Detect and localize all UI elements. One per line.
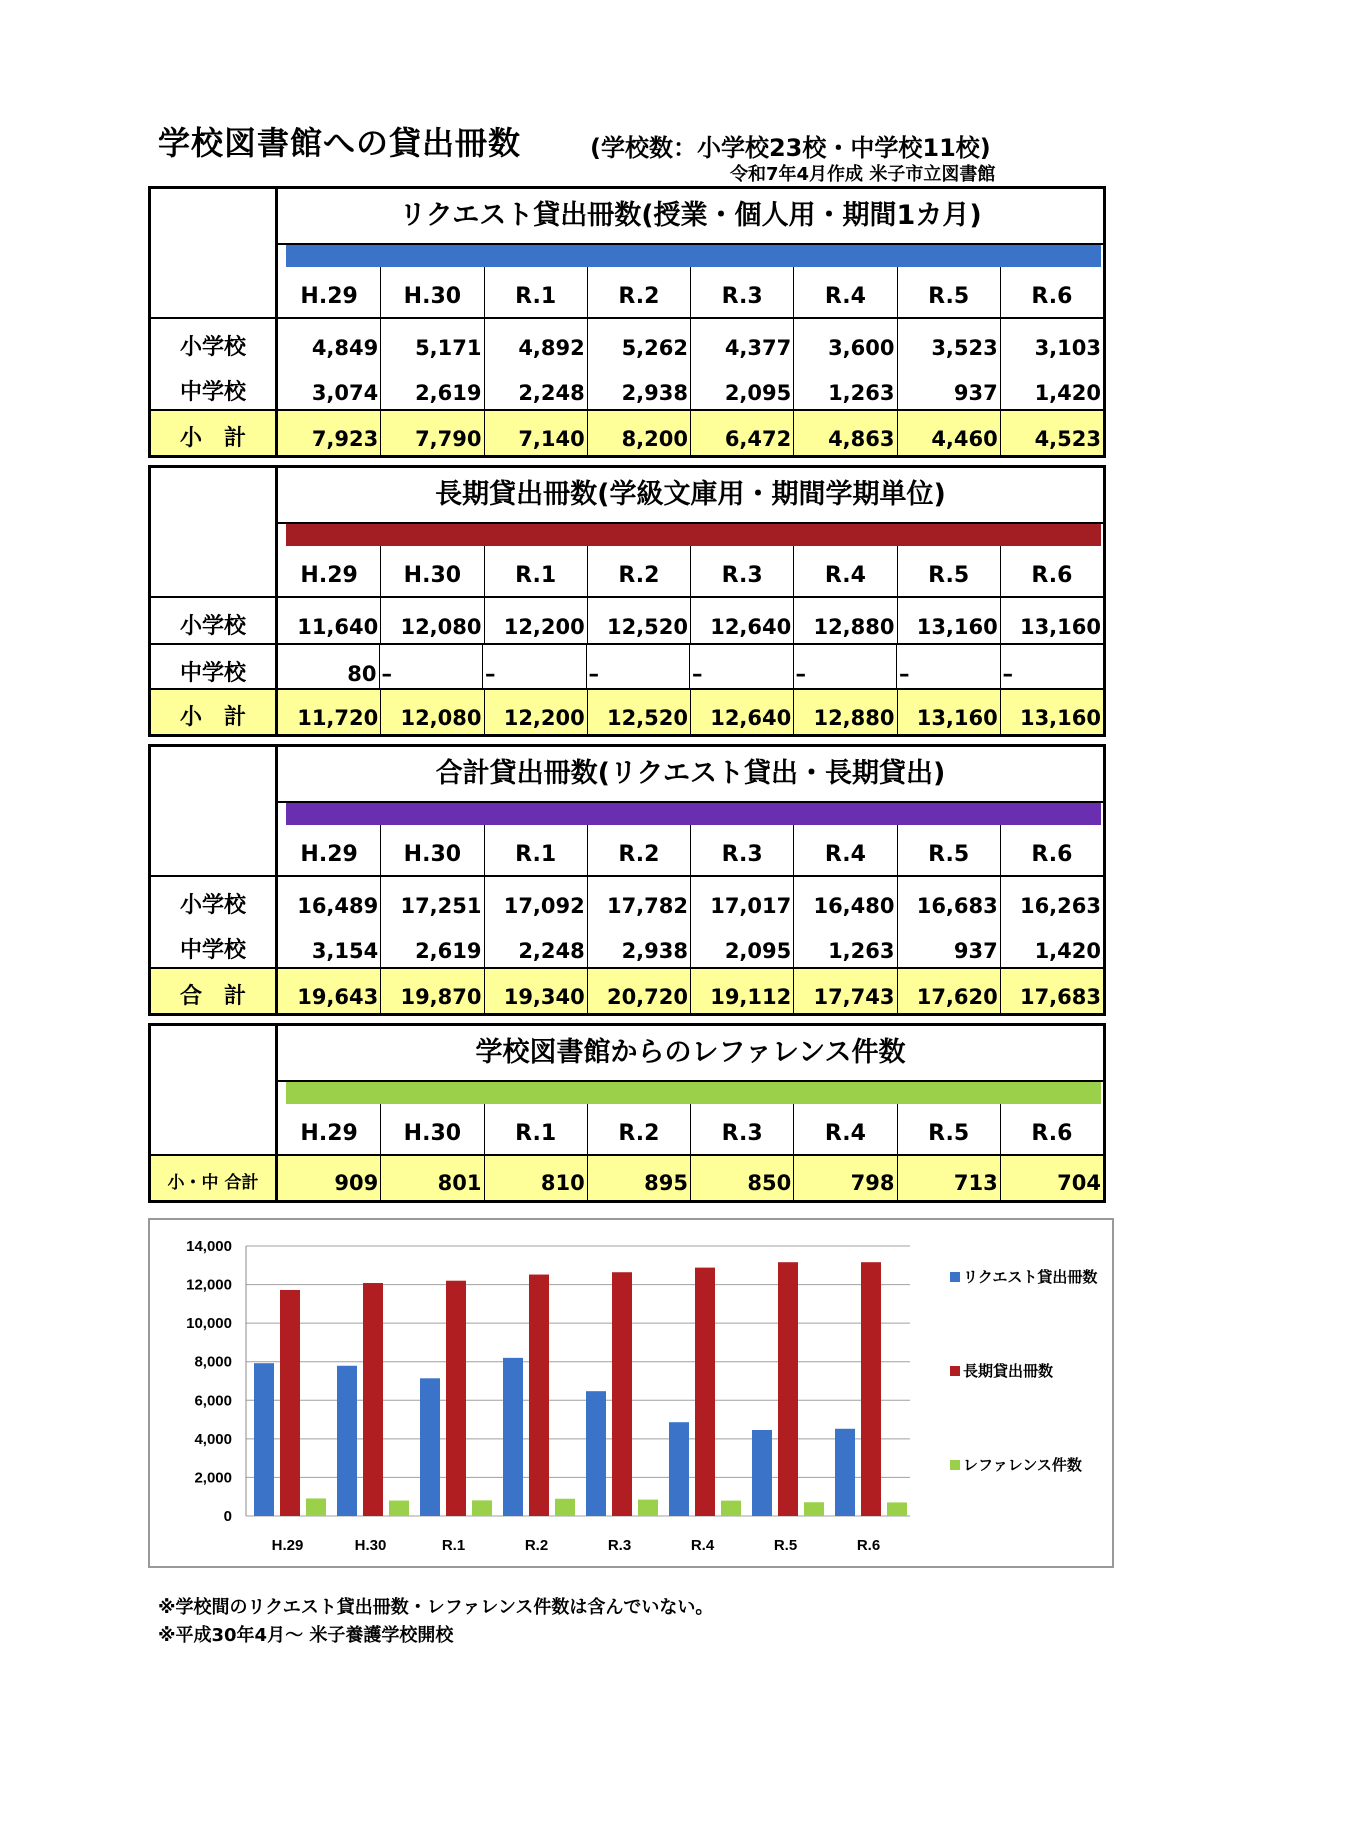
color-band <box>286 1082 1101 1104</box>
row-label: 小 計 <box>151 411 278 455</box>
year-cell: R.2 <box>588 1104 691 1154</box>
year-cell: R.6 <box>1031 284 1073 309</box>
color-band <box>286 803 1101 825</box>
year-cell: H.29 <box>278 1104 381 1154</box>
table-title: 学校図書館からのレファレンス件数 <box>278 1026 1103 1082</box>
value-cell: 6,472 <box>691 411 794 455</box>
value-cell: 2,938 <box>588 922 691 967</box>
bar <box>254 1363 274 1516</box>
year-cell: R.4 <box>794 825 897 875</box>
year-cell: H.30 <box>381 1104 484 1154</box>
value-cell: 12,880 <box>794 598 897 643</box>
bar <box>778 1262 798 1516</box>
x-tick-label: R.5 <box>773 1537 798 1554</box>
value-cell: 3,103 <box>1034 336 1101 360</box>
bar <box>503 1358 523 1516</box>
year-cell: R.3 <box>691 546 794 596</box>
value-cell: 80 <box>278 645 380 688</box>
value-cell: 19,643 <box>278 969 381 1013</box>
value-cell: 16,263 <box>1019 894 1101 918</box>
row-label: 小学校 <box>151 598 278 643</box>
row-label: 小学校 <box>151 877 278 922</box>
value-cell: 12,640 <box>691 690 794 734</box>
year-cell: R.2 <box>588 825 691 875</box>
table-corner <box>151 747 278 877</box>
combined-loans-table <box>148 744 1106 1016</box>
value-cell: 937 <box>898 364 1001 409</box>
value-cell: 8,200 <box>588 411 691 455</box>
bar <box>861 1262 881 1516</box>
school-count-subtitle: (学校数：小学校23校・中学校11校) <box>590 134 991 162</box>
total-row <box>151 409 1103 455</box>
bar <box>555 1499 575 1516</box>
value-cell: 12,080 <box>381 690 484 734</box>
table-row <box>151 598 1103 643</box>
bar <box>363 1283 383 1516</box>
value-cell: 17,017 <box>691 877 794 922</box>
bar <box>887 1502 907 1516</box>
value-cell: – <box>587 645 691 688</box>
chart-canvas <box>150 1220 1112 1566</box>
year-cell: H.30 <box>381 267 484 317</box>
legend-swatch <box>950 1272 960 1282</box>
footnote: ※学校間のリクエスト貸出冊数・レファレンス件数は含んでいない。 <box>158 1597 714 1618</box>
value-cell: 13,160 <box>1019 706 1101 730</box>
value-cell: 17,251 <box>381 877 484 922</box>
value-cell: 16,683 <box>898 877 1001 922</box>
legend-label: レファレンス件数 <box>963 1457 1082 1474</box>
year-cell: H.29 <box>278 267 381 317</box>
footnotes <box>158 1594 713 1650</box>
x-tick-label: R.6 <box>856 1537 881 1554</box>
x-tick-label: H.29 <box>271 1537 304 1554</box>
year-cell: R.2 <box>588 546 691 596</box>
bar <box>612 1272 632 1516</box>
legend-swatch <box>950 1366 960 1376</box>
bar <box>389 1501 409 1516</box>
value-cell: 798 <box>794 1156 897 1200</box>
value-cell: 5,262 <box>588 319 691 364</box>
value-cell: – <box>690 645 794 688</box>
year-cell: R.6 <box>1031 563 1073 588</box>
bar <box>306 1498 326 1516</box>
legend-label: リクエスト貸出冊数 <box>963 1269 1098 1286</box>
request-loans-table <box>148 186 1106 458</box>
bar <box>446 1281 466 1516</box>
value-cell: 4,892 <box>485 319 588 364</box>
value-cell: 4,849 <box>278 319 381 364</box>
page-title: 学校図書館への貸出冊数 <box>158 124 522 162</box>
value-cell: 1,420 <box>1034 939 1101 963</box>
value-cell: – <box>897 645 1001 688</box>
legend-label: 長期貸出冊数 <box>963 1363 1054 1380</box>
value-cell: 2,619 <box>381 364 484 409</box>
value-cell: 937 <box>898 922 1001 967</box>
value-cell: 895 <box>588 1156 691 1200</box>
table-corner <box>151 1026 278 1156</box>
year-cell: R.4 <box>794 546 897 596</box>
bar <box>669 1422 689 1516</box>
value-cell: 850 <box>691 1156 794 1200</box>
value-cell: 2,248 <box>485 364 588 409</box>
y-tick-label: 6,000 <box>194 1392 232 1410</box>
bar <box>337 1366 357 1516</box>
year-cell: R.5 <box>898 546 1001 596</box>
value-cell: 17,782 <box>588 877 691 922</box>
value-cell: 17,092 <box>485 877 588 922</box>
value-cell: 7,790 <box>381 411 484 455</box>
value-cell: 12,200 <box>485 598 588 643</box>
bar <box>804 1502 824 1516</box>
y-tick-label: 0 <box>223 1508 232 1525</box>
y-tick-label: 14,000 <box>186 1238 232 1255</box>
row-label: 中学校 <box>151 922 278 967</box>
y-tick-label: 8,000 <box>194 1353 232 1371</box>
bar <box>752 1430 772 1516</box>
value-cell: 11,640 <box>278 598 381 643</box>
bar <box>721 1501 741 1516</box>
year-cell: R.1 <box>485 546 588 596</box>
author-credit: 令和7年4月作成 米子市立図書館 <box>730 164 996 185</box>
year-cell: R.1 <box>485 825 588 875</box>
value-cell: 13,160 <box>1019 615 1101 639</box>
value-cell: – <box>1002 662 1013 686</box>
table-title: 合計貸出冊数(リクエスト貸出・長期貸出) <box>278 747 1103 803</box>
value-cell: 7,140 <box>485 411 588 455</box>
bar <box>835 1429 855 1516</box>
table-row <box>151 643 1103 688</box>
year-cell: R.2 <box>588 267 691 317</box>
value-cell: 4,460 <box>898 411 1001 455</box>
footnote: ※平成30年4月～ 米子養護学校開校 <box>158 1625 454 1646</box>
table-row <box>151 922 1103 967</box>
bar <box>638 1500 658 1516</box>
year-cell: R.5 <box>898 825 1001 875</box>
bar <box>472 1500 492 1516</box>
value-cell: 12,520 <box>588 690 691 734</box>
year-cell: R.5 <box>898 267 1001 317</box>
value-cell: 2,248 <box>485 922 588 967</box>
y-tick-label: 10,000 <box>186 1315 232 1333</box>
value-cell: 2,095 <box>691 364 794 409</box>
year-header <box>278 267 1103 319</box>
value-cell: 3,523 <box>898 319 1001 364</box>
bar <box>280 1290 300 1516</box>
value-cell: 3,154 <box>278 922 381 967</box>
row-label: 中学校 <box>151 364 278 409</box>
row-label: 小・中 合計 <box>151 1156 278 1200</box>
year-cell: R.1 <box>485 1104 588 1154</box>
value-cell: 3,074 <box>278 364 381 409</box>
value-cell: 5,171 <box>381 319 484 364</box>
value-cell: 19,340 <box>485 969 588 1013</box>
table-row <box>151 877 1103 922</box>
value-cell: 7,923 <box>278 411 381 455</box>
year-cell: R.5 <box>898 1104 1001 1154</box>
value-cell: 4,377 <box>691 319 794 364</box>
x-tick-label: R.1 <box>441 1537 466 1554</box>
year-cell: R.3 <box>691 267 794 317</box>
long-term-loans-table <box>148 465 1106 737</box>
value-cell: 909 <box>278 1156 381 1200</box>
bar <box>586 1391 606 1516</box>
value-cell: 704 <box>1057 1171 1101 1195</box>
year-cell: R.6 <box>1031 842 1073 867</box>
value-cell: – <box>483 645 587 688</box>
value-cell: 13,160 <box>898 690 1001 734</box>
year-cell: R.4 <box>794 1104 897 1154</box>
bar <box>695 1268 715 1516</box>
value-cell: 801 <box>381 1156 484 1200</box>
value-cell: 4,863 <box>794 411 897 455</box>
table-title: リクエスト貸出冊数(授業・個人用・期間1カ月) <box>278 189 1103 245</box>
table-corner <box>151 189 278 319</box>
year-header <box>278 1104 1103 1156</box>
year-cell: R.4 <box>794 267 897 317</box>
value-cell: 4,523 <box>1034 427 1101 451</box>
loans-bar-chart <box>148 1218 1114 1568</box>
table-title: 長期貸出冊数(学級文庫用・期間学期単位) <box>278 468 1103 524</box>
year-cell: R.3 <box>691 825 794 875</box>
bar <box>420 1378 440 1516</box>
x-tick-label: R.3 <box>607 1537 632 1554</box>
value-cell: 17,620 <box>898 969 1001 1013</box>
value-cell: 17,683 <box>1019 985 1101 1009</box>
value-cell: 12,520 <box>588 598 691 643</box>
value-cell: 810 <box>485 1156 588 1200</box>
value-cell: 3,600 <box>794 319 897 364</box>
year-header <box>278 825 1103 877</box>
value-cell: 1,263 <box>794 364 897 409</box>
row-label: 小 計 <box>151 690 278 734</box>
value-cell: – <box>380 645 484 688</box>
row-label: 小学校 <box>151 319 278 364</box>
y-tick-label: 4,000 <box>194 1430 232 1448</box>
x-tick-label: R.2 <box>524 1537 549 1554</box>
color-band <box>286 524 1101 546</box>
value-cell: 17,743 <box>794 969 897 1013</box>
reference-count-table <box>148 1023 1106 1203</box>
value-cell: 713 <box>898 1156 1001 1200</box>
table-corner <box>151 468 278 598</box>
value-cell: – <box>794 645 898 688</box>
value-cell: 12,880 <box>794 690 897 734</box>
table-row <box>151 319 1103 364</box>
year-header <box>278 546 1103 598</box>
year-cell: R.3 <box>691 1104 794 1154</box>
x-tick-label: R.4 <box>690 1537 715 1554</box>
total-row <box>151 688 1103 734</box>
year-cell: H.29 <box>278 825 381 875</box>
value-cell: 12,640 <box>691 598 794 643</box>
value-cell: 19,112 <box>691 969 794 1013</box>
year-cell: H.29 <box>278 546 381 596</box>
bar <box>529 1275 549 1516</box>
value-cell: 16,489 <box>278 877 381 922</box>
value-cell: 19,870 <box>381 969 484 1013</box>
total-row <box>151 967 1103 1013</box>
y-tick-label: 2,000 <box>194 1469 232 1487</box>
total-row <box>151 1156 1103 1200</box>
value-cell: 12,200 <box>485 690 588 734</box>
value-cell: 1,263 <box>794 922 897 967</box>
row-label: 合 計 <box>151 969 278 1013</box>
row-label: 中学校 <box>151 645 278 688</box>
year-cell: R.1 <box>485 267 588 317</box>
value-cell: 20,720 <box>588 969 691 1013</box>
value-cell: 16,480 <box>794 877 897 922</box>
value-cell: 1,420 <box>1034 381 1101 405</box>
color-band <box>286 245 1101 267</box>
value-cell: 13,160 <box>898 598 1001 643</box>
value-cell: 12,080 <box>381 598 484 643</box>
value-cell: 2,938 <box>588 364 691 409</box>
value-cell: 2,619 <box>381 922 484 967</box>
y-tick-label: 12,000 <box>186 1276 232 1294</box>
year-cell: H.30 <box>381 825 484 875</box>
year-cell: R.6 <box>1031 1121 1073 1146</box>
x-tick-label: H.30 <box>354 1537 387 1554</box>
value-cell: 11,720 <box>278 690 381 734</box>
table-row <box>151 364 1103 409</box>
value-cell: 2,095 <box>691 922 794 967</box>
year-cell: H.30 <box>381 546 484 596</box>
legend-swatch <box>950 1460 960 1470</box>
